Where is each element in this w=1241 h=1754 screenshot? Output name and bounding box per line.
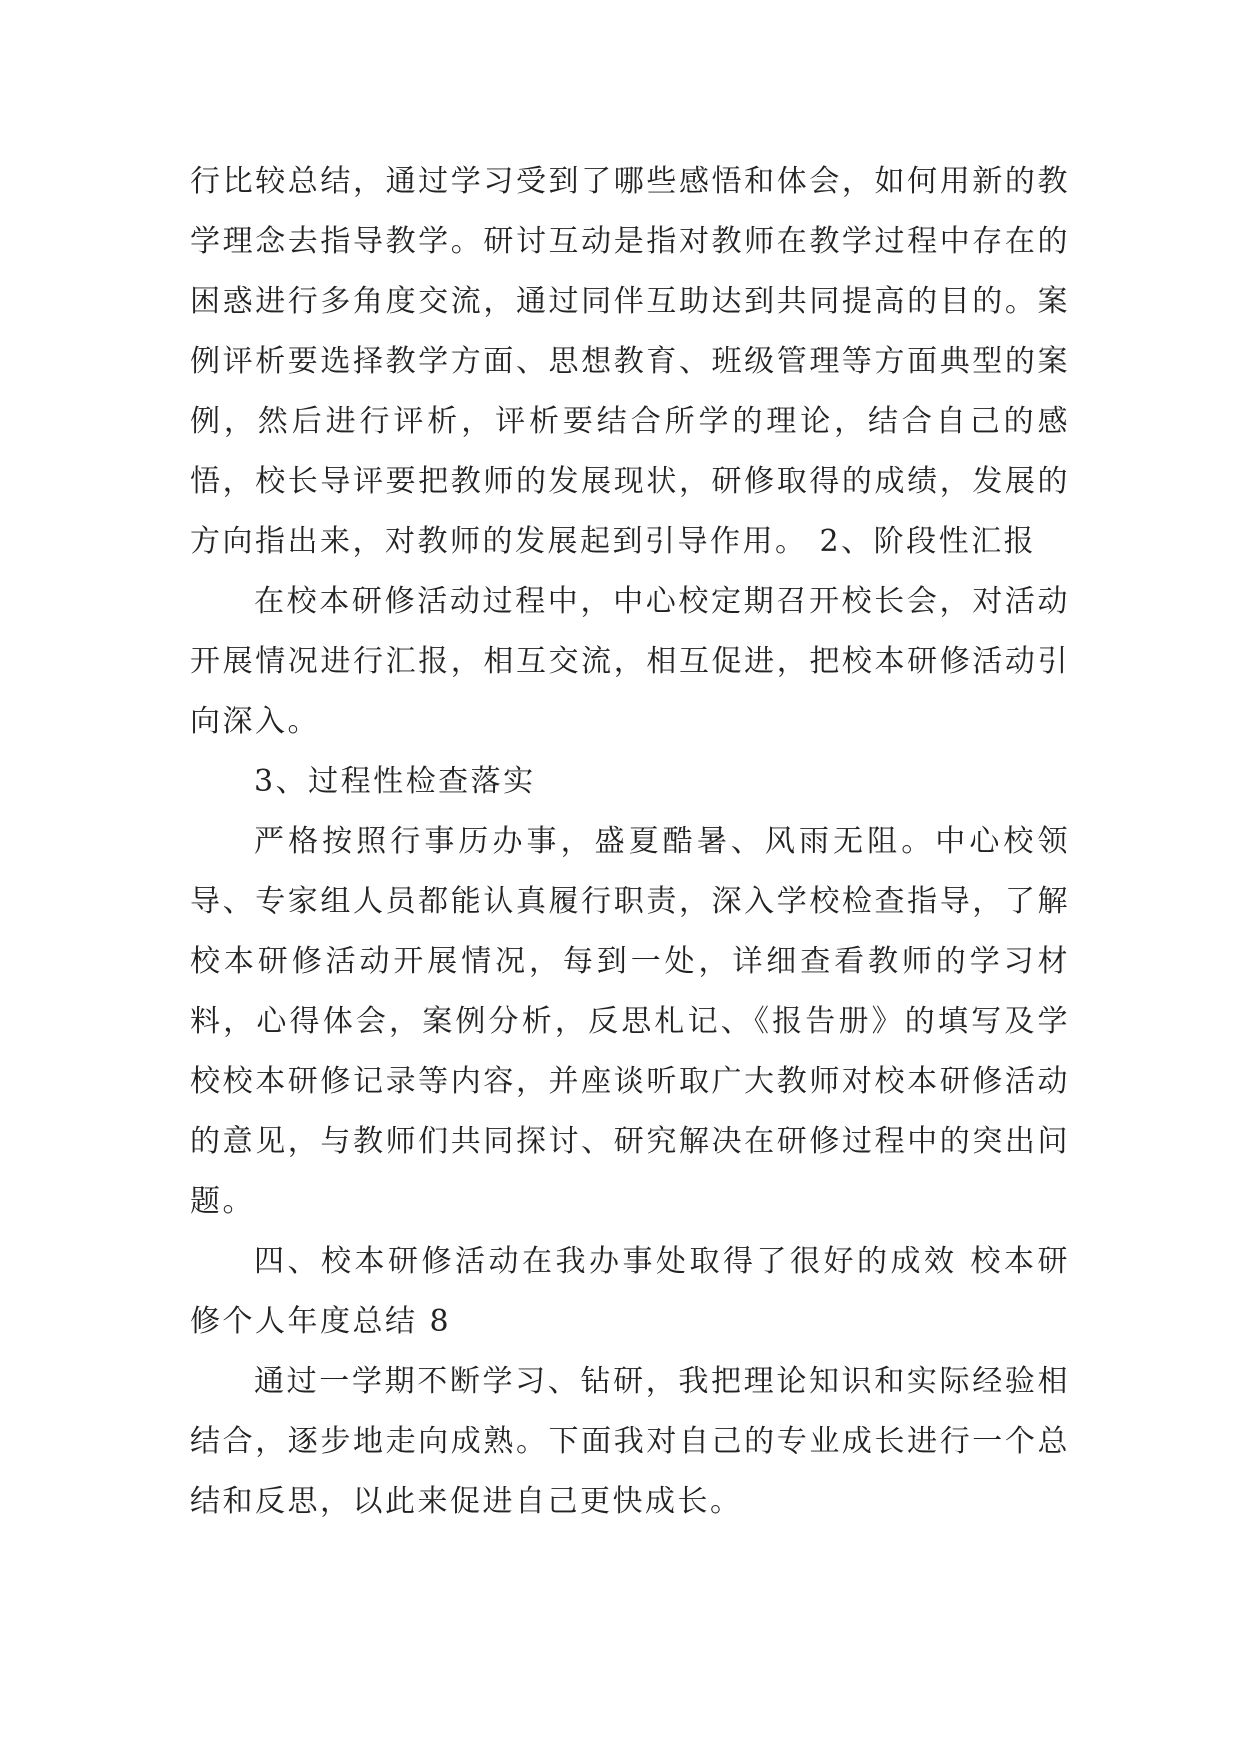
paragraph-3-heading: 3、过程性检查落实: [254, 764, 536, 799]
paragraph-1: 行比较总结，通过学习受到了哪些感悟和体会，如何用新的教学理念去指导教学。研讨互动是指对教师在教学过程中存在的困惑进行多角度交流，通过同伴互助达到共同提高的目的。案例评析要选择教学方面、思想教育、班级管理等方面典型的案例，然后进行评析，评析要结合所学的理论，结合自己的感悟，校长导评要把教师的发展现状，研修取得的成绩，发展的方向指出来，对教师的发展起到引导作用。 2、阶段性汇报: [190, 164, 1070, 559]
paragraph-2: 在校本研修活动过程中，中心校定期召开校长会，对活动开展情况进行汇报，相互交流，相互促进，把校本研修活动引向深入。: [190, 584, 1070, 739]
paragraph-4: 严格按照行事历办事，盛夏酷暑、风雨无阻。中心校领导、专家组人员都能认真履行职责，深入学校检查指导，了解校本研修活动开展情况，每到一处，详细查看教师的学习材料，心得体会，案例分析，反思札记、《报告册》的填写及学校校本研修记录等内容，并座谈听取广大教师对校本研修活动的意见，与教师们共同探讨、研究解决在研修过程中的突出问题。: [190, 824, 1070, 1219]
document-page: [190, 152, 1070, 1532]
paragraph-6: 通过一学期不断学习、钻研，我把理论知识和实际经验相结合，逐步地走向成熟。下面我对自己的专业成长进行一个总结和反思，以此来促进自己更快成长。: [190, 1364, 1070, 1519]
paragraph-5: 四、校本研修活动在我办事处取得了很好的成效 校本研修个人年度总结 8: [190, 1244, 1070, 1339]
